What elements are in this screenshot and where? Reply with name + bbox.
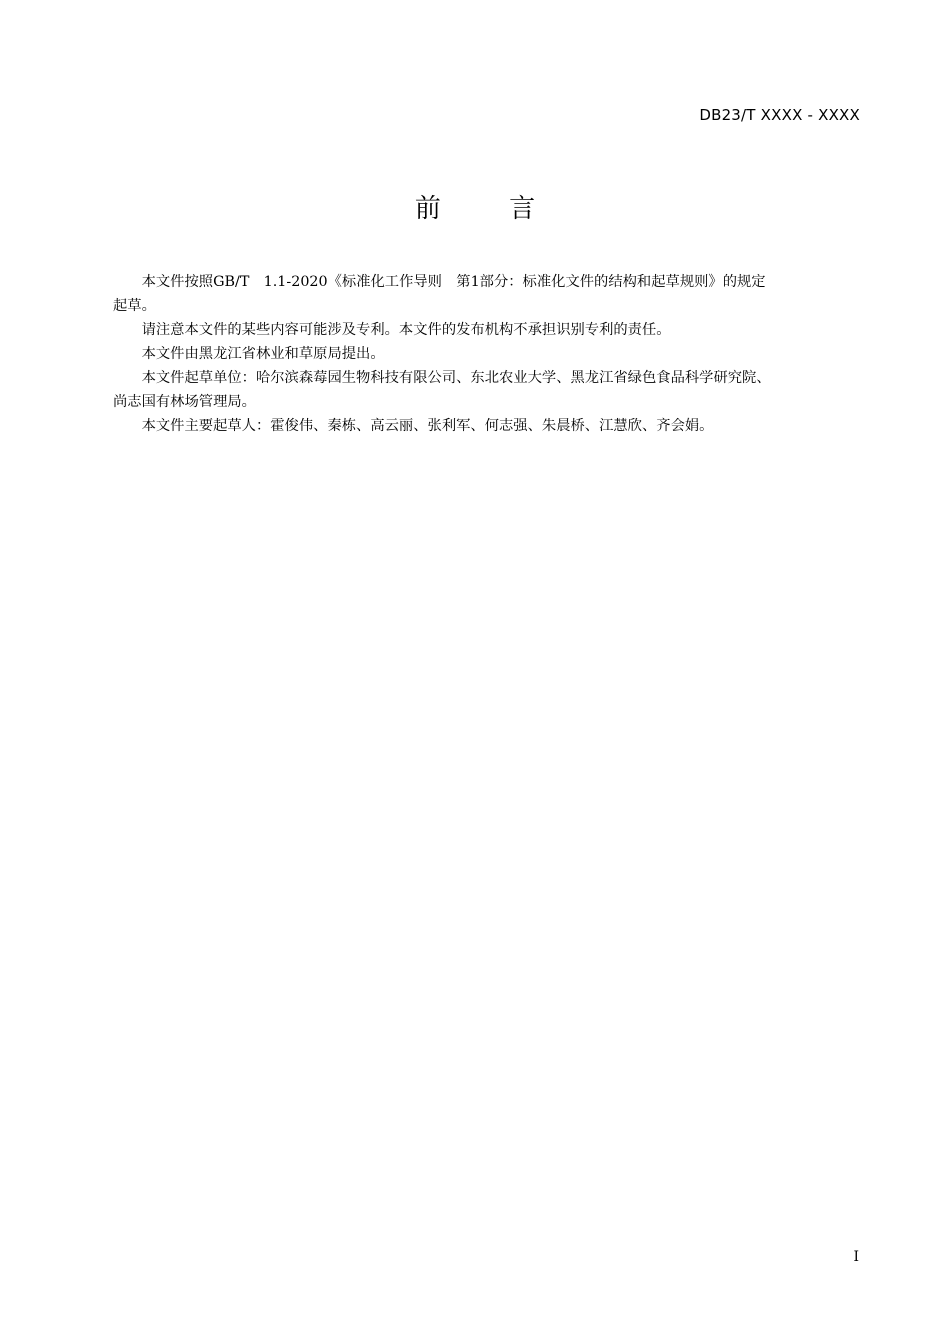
paragraph-patent-notice	[113, 318, 873, 342]
paragraph-line: 请注意本文件的某些内容可能涉及专利。本文件的发布机构不承担识别专利的责任。	[141, 322, 671, 338]
paragraph-drafters	[113, 414, 873, 438]
paragraph-line: 本文件按照GB/T 1.1-2020《标准化工作导则 第1部分：标准化文件的结构和起草规则》的规定	[141, 274, 766, 290]
paragraph-line: 本文件起草单位：哈尔滨森莓园生物科技有限公司、东北农业大学、黑龙江省绿色食品科学研究院、	[141, 370, 771, 386]
paragraph-proposer	[113, 342, 873, 366]
paragraph-line: 本文件主要起草人：霍俊伟、秦栋、高云丽、张利军、何志强、朱晨桥、江慧欣、齐会娟。	[141, 418, 714, 434]
foreword-body	[113, 270, 873, 438]
paragraph-line: 起草。	[113, 298, 156, 314]
paragraph-line: 尚志国有林场管理局。	[113, 394, 256, 410]
paragraph-standard-basis	[113, 270, 873, 318]
paragraph-line: 本文件由黑龙江省林业和草原局提出。	[141, 346, 385, 362]
page-number: I	[853, 1249, 859, 1265]
document-code: DB23/T XXXX - XXXX	[699, 106, 860, 124]
paragraph-drafting-units	[113, 366, 873, 414]
page-title: 前 言	[414, 194, 566, 224]
